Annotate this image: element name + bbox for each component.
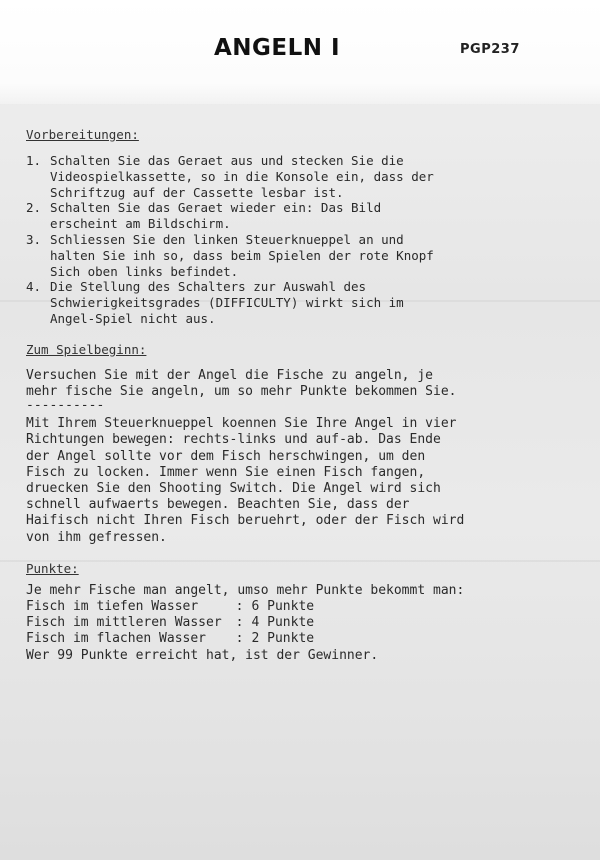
points-row-label: Fisch im tiefen Wasser bbox=[26, 599, 199, 614]
table-row bbox=[26, 615, 314, 631]
list-item-text: Schliessen Sie den linken Steuerknueppel an und halten Sie inh so, dass beim Spielen der rote Knopf Sich oben links befindet. bbox=[50, 231, 434, 279]
table-row bbox=[26, 631, 314, 647]
list-item bbox=[26, 232, 586, 279]
points-row-value: 4 Punkte bbox=[251, 615, 315, 631]
dashed-divider: ---------- bbox=[26, 398, 105, 414]
game-start-section bbox=[26, 341, 586, 546]
list-item-number: 3. bbox=[26, 231, 42, 247]
points-section bbox=[26, 560, 586, 664]
list-item bbox=[26, 200, 586, 232]
points-footer: Wer 99 Punkte erreicht hat, ist der Gewinner. bbox=[26, 647, 379, 663]
preparations-list bbox=[26, 153, 586, 327]
game-start-heading: Zum Spielbeginn: bbox=[26, 341, 147, 357]
preparations-heading: Vorbereitungen: bbox=[26, 127, 139, 142]
preparations-section bbox=[26, 126, 586, 327]
game-start-body: Mit Ihrem Steuerknueppel koennen Sie Ihre Angel in vier Richtungen bewegen: rechts-links und auf-ab. Das Ende der Angel sollte vor dem Fisch herschwingen, um den Fisch zu locken. Immer wenn Sie einen Fisch fangen, druecken Sie den Shooting Switch. Die Angel wird sich schnell aufwaerts bewegen. Beachten Sie, dass der Haifisch nicht Ihren Fisch beruehrt, oder der Fisch wird von ihm gefressen. bbox=[26, 416, 465, 545]
points-row-value: 2 Punkte bbox=[251, 631, 315, 647]
list-item-number: 4. bbox=[26, 279, 42, 295]
product-code: PGP237 bbox=[460, 42, 520, 57]
header-band bbox=[0, 0, 600, 104]
list-item bbox=[26, 153, 586, 200]
points-row-label: Fisch im flachen Wasser bbox=[26, 631, 207, 647]
instructions-body bbox=[26, 126, 586, 664]
points-row-separator: : bbox=[235, 599, 244, 614]
points-row-separator: : bbox=[235, 615, 244, 631]
list-item-number: 2. bbox=[26, 200, 42, 216]
points-row-separator: : bbox=[235, 631, 244, 647]
points-intro: Je mehr Fische man angelt, umso mehr Punkte bekommt man: bbox=[26, 582, 465, 598]
list-item-number: 1. bbox=[26, 153, 42, 168]
points-row-value: 6 Punkte bbox=[251, 599, 315, 614]
points-heading: Punkte: bbox=[26, 560, 79, 576]
list-item-text: Schalten Sie das Geraet aus und stecken Sie die Videospielkassette, so in die Konsole ein, dass der Schriftzug auf der Cassette lesbar ist. bbox=[50, 153, 434, 200]
game-start-intro: Versuchen Sie mit der Angel die Fische zu angeln, je mehr fische Sie angeln, um so mehr Punkte bekommen Sie. bbox=[26, 367, 457, 399]
list-item-text: Schalten Sie das Geraet wieder ein: Das Bild erscheint am Bildschirm. bbox=[50, 200, 382, 232]
table-row bbox=[26, 599, 314, 615]
list-item bbox=[26, 279, 586, 326]
points-row-label: Fisch im mittleren Wasser bbox=[26, 615, 222, 631]
document-title: ANGELN I bbox=[214, 35, 341, 61]
list-item-text: Die Stellung des Schalters zur Auswahl des Schwierigkeitsgrades (DIFFICULTY) wirkt sich im Angel-Spiel nicht aus. bbox=[50, 279, 404, 326]
points-table bbox=[26, 599, 314, 648]
